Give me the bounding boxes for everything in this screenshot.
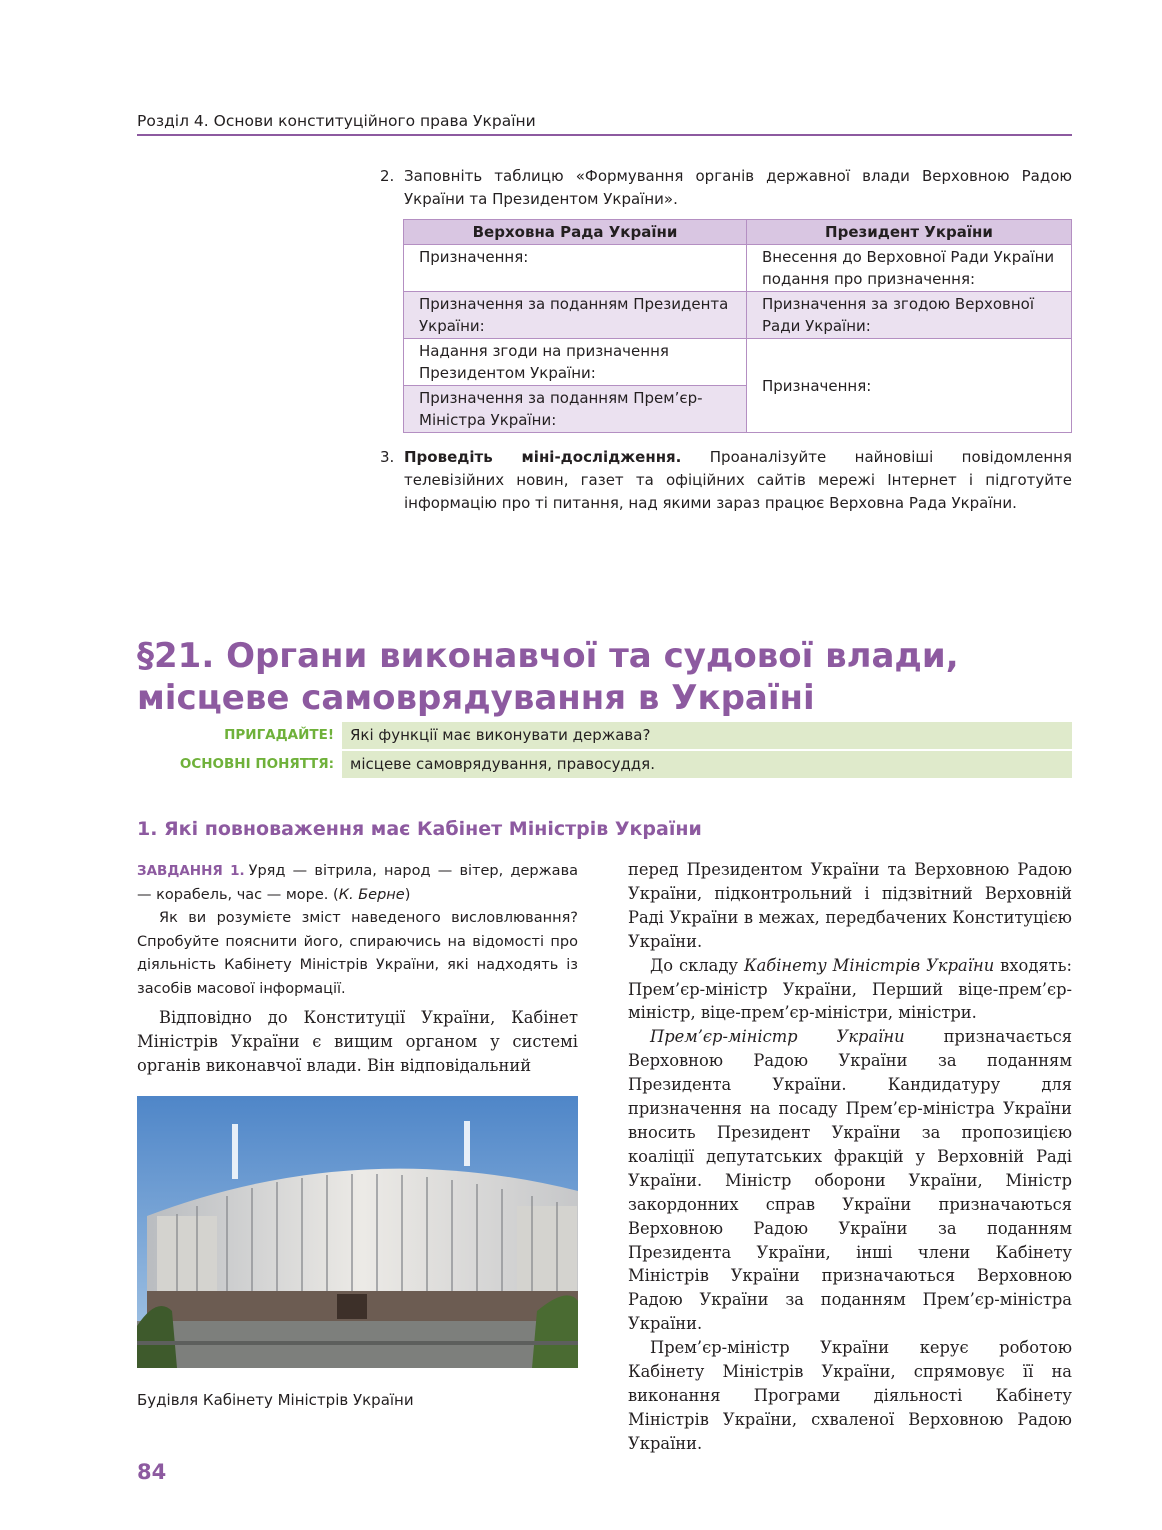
table-cell: Призначення за згодою Верховної Ради України: (747, 292, 1072, 339)
concepts-text: місцеве самоврядування, правосуддя. (342, 751, 1072, 778)
header-divider (137, 134, 1072, 136)
table-header-president: Президент України (747, 220, 1072, 245)
concepts-row (137, 751, 1072, 778)
task-3 (380, 446, 1072, 515)
table-cell: Призначення за поданням Президента України: (404, 292, 747, 339)
table-header-parliament: Верховна Рада України (404, 220, 747, 245)
section-title-line: місцеве самоврядування в Україні (137, 678, 815, 718)
page-number: 84 (137, 1460, 167, 1484)
recall-text: Які функції має виконувати держава? (342, 722, 1072, 749)
task-1-text: Як ви розумієте зміст наведеного висловлювання? Спробуйте пояснити його, спираючись на відомості про діяльність Кабінету Міністрів України, які надходять із засобів масової інформації. (137, 910, 578, 997)
photo-caption: Будівля Кабінету Міністрів України (137, 1391, 414, 1409)
task-2 (380, 165, 1072, 211)
task-body: Проаналізуйте найновіші повідомлення телевізійних новин, газет та офіційних сайтів мережі Інтернет і підготуйте інформацію про ті питання, над якими зараз працює Верховна Рада України. (404, 448, 1072, 512)
recall-row (137, 722, 1072, 749)
task-number: 3. (380, 448, 395, 466)
formation-table (403, 219, 1072, 433)
paragraph-cabinet-intro: Відповідно до Конституції України, Кабінет Міністрів України є вищим органом у системі органів виконавчої влади. Він відповідальний (137, 1008, 578, 1075)
table-cell: Надання згоди на призначення Президентом України: (404, 339, 747, 386)
concepts-label: ОСНОВНІ ПОНЯТТЯ: (179, 756, 334, 772)
running-header: Розділ 4. Основи конституційного права України (137, 112, 536, 130)
quote-author: К. Берне (338, 886, 405, 903)
subsection-heading: 1. Які повноваження має Кабінет Міністрів України (137, 818, 702, 840)
cabinet-building-photo (137, 1096, 578, 1368)
right-column (628, 858, 1072, 1456)
paragraph: Прем’єр-міністр України призначається Верховною Радою України за поданням Президента України. Кандидатуру для призначення на посаду Прем’єр-міністра України вносить Президент України за пропозицією коаліції депутатських фракцій у Верховній Раді України. Міністр оборони України, Міністр закордонних справ України призначаються Верховною Радою України за поданням Президента України, інші члени Кабінету Міністрів України призначаються Верховною Радою України за поданням Прем’єр-міністра України. (628, 1027, 1072, 1334)
table-cell: Призначення: (404, 245, 747, 292)
task-1-block (137, 860, 578, 1002)
paragraph: перед Президентом України та Верховною Радою України, підконтрольний і підзвітний Верховній Раді України в межах, передбачених Конституцією України. (628, 860, 1072, 951)
table-header-row (404, 220, 1072, 245)
table-cell: Внесення до Верховної Ради України подання про призначення: (747, 245, 1072, 292)
task-text: Заповніть таблицю «Формування органів державної влади Верховною Радою України та Президентом України». (404, 167, 1072, 208)
section-title-line: §21. Органи виконавчої та судової влади, (137, 636, 959, 676)
recall-label: ПРИГАДАЙТЕ! (224, 727, 334, 743)
task-label: ЗАВДАННЯ 1. (137, 863, 245, 879)
table-row (404, 292, 1072, 339)
task-text (404, 446, 1072, 515)
cabinet-building-image (137, 1096, 578, 1368)
paragraph: Прем’єр-міністр України керує роботою Кабінету Міністрів України, спрямовує її на виконання Програми діяльності Кабінету Міністрів України, схваленої Верховною Радою України. (628, 1338, 1072, 1453)
paragraph: До складу Кабінету Міністрів України входять: Прем’єр-міністр України, Перший віце-прем’єр-міністр, віце-прем’єр-міністри, міністри. (628, 955, 1072, 1023)
task-number: 2. (380, 167, 395, 185)
table-cell: Призначення: (747, 339, 1072, 433)
table-row (404, 245, 1072, 292)
table-row (404, 339, 1072, 386)
table-cell: Призначення за поданням Прем’єр-Міністра України: (404, 386, 747, 433)
task-1-quote: ЗАВДАННЯ 1. Уряд — вітрила, народ — вітер, держава — корабель, час — море. (К. Берне) (137, 863, 578, 903)
section-title (137, 635, 1077, 719)
task-bold-lead: Проведіть міні-дослідження. (404, 448, 682, 466)
